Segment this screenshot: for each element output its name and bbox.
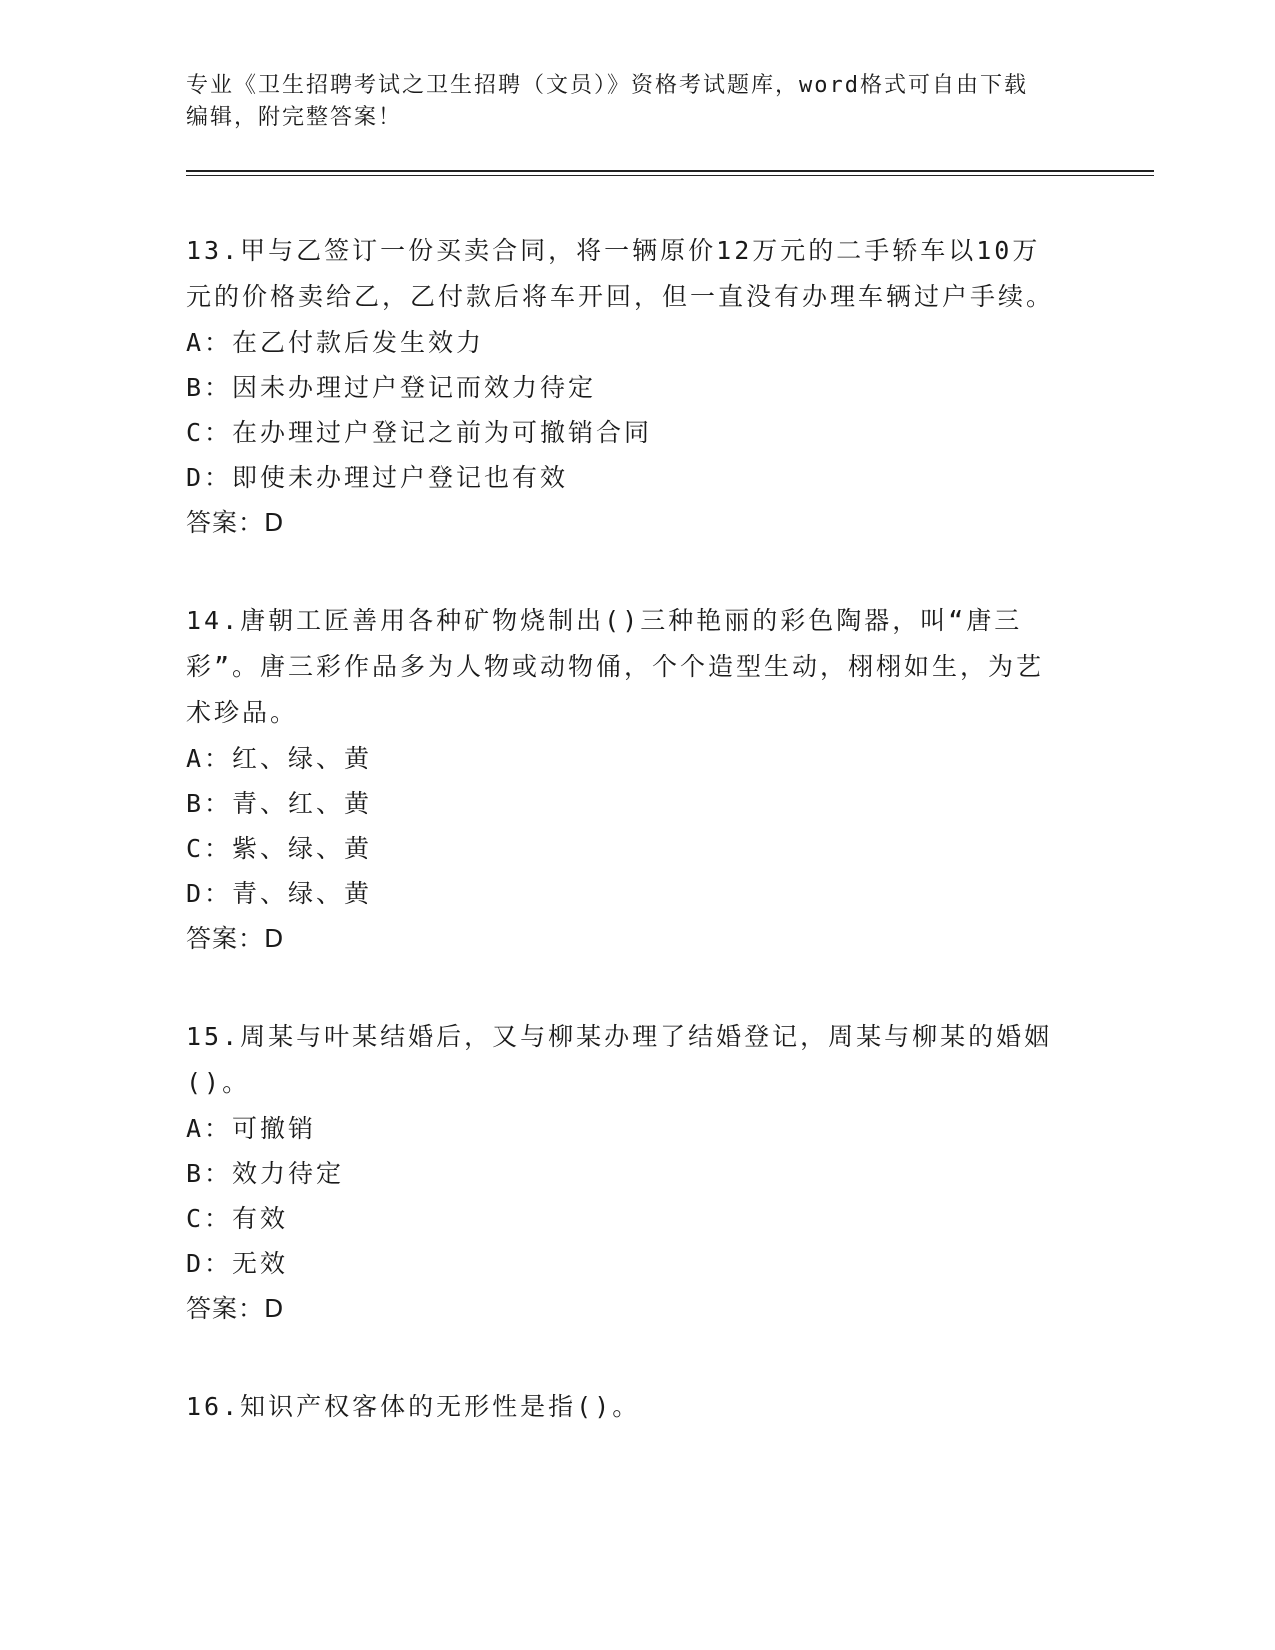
option-b: B：因未办理过户登记而效力待定	[186, 373, 597, 402]
option-b: B：青、红、黄	[186, 789, 373, 818]
question-text: 15.周某与叶某结婚后，又与柳某办理了结婚登记，周某与柳某的婚姻()。	[186, 1022, 1053, 1097]
header-divider	[186, 170, 1154, 176]
question-text: 13.甲与乙签订一份买卖合同，将一辆原价12万元的二手轿车以10万元的价格卖给乙，乙付款后将车开回，但一直没有办理车辆过户手续。	[186, 236, 1055, 311]
option-d: D：即使未办理过户登记也有效	[186, 463, 569, 492]
answer: 答案：D	[186, 1294, 285, 1323]
question-13	[186, 228, 1066, 546]
question-text: 14.唐朝工匠善用各种矿物烧制出()三种艳丽的彩色陶器，叫“唐三彩”。唐三彩作品多为人物或动物俑，个个造型生动，栩栩如生，为艺术珍品。	[186, 606, 1045, 727]
option-d: D：青、绿、黄	[186, 879, 373, 908]
document-header	[186, 70, 1066, 134]
option-c: C：有效	[186, 1204, 289, 1233]
option-c: C：紫、绿、黄	[186, 834, 373, 863]
answer: 答案：D	[186, 508, 285, 537]
question-16	[186, 1384, 1066, 1430]
question-text: 16.知识产权客体的无形性是指()。	[186, 1392, 641, 1421]
option-b: B：效力待定	[186, 1159, 345, 1188]
answer: 答案：D	[186, 924, 285, 953]
option-d: D：无效	[186, 1249, 289, 1278]
option-a: A：红、绿、黄	[186, 744, 373, 773]
question-15	[186, 1014, 1066, 1332]
option-a: A：可撤销	[186, 1114, 317, 1143]
option-a: A：在乙付款后发生效力	[186, 328, 485, 357]
document-page	[186, 70, 1146, 1430]
header-line-2: 编辑，附完整答案！	[186, 105, 403, 130]
option-c: C：在办理过户登记之前为可撤销合同	[186, 418, 653, 447]
question-14	[186, 598, 1066, 962]
header-line-1: 专业《卫生招聘考试之卫生招聘（文员）》资格考试题库，word格式可自由下载	[186, 73, 1028, 98]
